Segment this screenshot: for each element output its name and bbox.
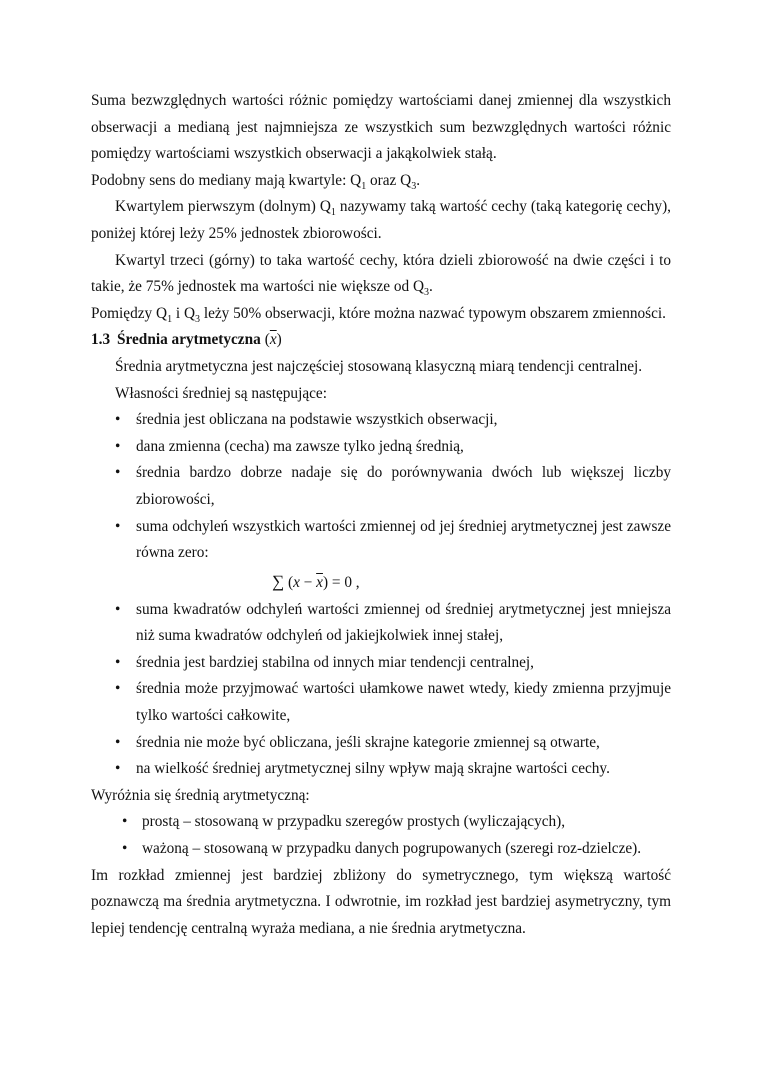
section-symbol xyxy=(265,331,282,348)
subscript: 1 xyxy=(330,207,336,219)
minus-sign: − xyxy=(299,573,317,591)
list-item xyxy=(91,809,671,836)
text: . xyxy=(429,278,433,296)
list-item xyxy=(91,460,671,513)
subscript: 3 xyxy=(195,313,201,325)
paragraph-types-intro: Wyróżnia się średnią arytmetyczną: xyxy=(91,786,310,804)
section-heading xyxy=(91,327,671,354)
subscript: 1 xyxy=(167,313,173,325)
list-item-text: suma odchyleń wszystkich wartości zmiennej od jej średniej arytmetycznej jest zawsze równa zero: xyxy=(136,517,671,562)
list-item xyxy=(91,597,671,650)
x-bar-symbol: $\overline{x}$ xyxy=(316,573,323,591)
bullet-icon: • xyxy=(115,437,121,455)
section-title: Średnia arytmetyczna xyxy=(117,331,261,349)
list-item-text: średnia jest obliczana na podstawie wszystkich obserwacji, xyxy=(136,411,498,429)
list-item xyxy=(91,650,671,677)
list-item-text: suma kwadratów odchyleń wartości zmiennej od średniej arytmetycznej jest mniejsza niż suma kwadratów odchyleń od jakiejkolwiek innej stałej, xyxy=(136,600,671,645)
text: . xyxy=(416,171,421,189)
list-item xyxy=(91,730,671,757)
list-item-text: ważoną – stosowaną w przypadku danych pogrupowanych (szeregi roz-dzielcze). xyxy=(142,840,642,858)
text: oraz Q xyxy=(366,171,412,189)
bullet-icon: • xyxy=(115,653,121,671)
paren: ( xyxy=(264,331,270,349)
bullet-icon: • xyxy=(115,464,121,482)
bullet-icon: • xyxy=(122,813,128,831)
mean-types-list xyxy=(91,809,671,862)
section-number: 1.3 xyxy=(91,331,111,349)
bullet-icon: • xyxy=(115,600,121,618)
text: Kwartyl trzeci (górny) to taka wartość cechy, która dzieli zbiorowość na dwie części i to takie, że 75% jednostek ma wartości nie większe od Q xyxy=(91,251,671,296)
text: Kwartylem pierwszym (dolnym) Q xyxy=(115,198,331,216)
x-symbol: x xyxy=(293,573,300,591)
sum-symbol: ∑ xyxy=(272,571,285,591)
subscript: 3 xyxy=(424,287,430,299)
bullet-icon: • xyxy=(115,517,121,535)
page-content xyxy=(91,88,671,942)
subscript: 1 xyxy=(361,180,367,192)
paragraph-quartiles-intro xyxy=(91,168,671,195)
paragraph-third-quartile xyxy=(91,248,671,301)
x-bar-symbol: x xyxy=(269,331,277,349)
list-item xyxy=(91,514,671,597)
paragraph-properties-intro: Własności średniej są następujące: xyxy=(115,384,327,402)
text: Podobny sens do mediany mają kwartyle: Q xyxy=(91,171,362,189)
paragraph-median-property: Suma bezwzględnych wartości różnic pomiędzy wartościami danej zmiennej dla wszystkich obserwacji a medianą jest najmniejsza ze wszystkich sum bezwzględnych wartości różnic pomiędzy wartościami wszystkich obserwacji a jakąkolwiek stałą. xyxy=(91,92,671,163)
properties-list xyxy=(91,407,671,783)
text: leży 50% obserwacji, które można nazwać typowym obszarem zmienności. xyxy=(200,304,666,322)
list-item-text: średnia może przyjmować wartości ułamkowe nawet wtedy, kiedy zmienna przyjmuje tylko wartości całkowite, xyxy=(136,680,671,725)
paragraph-first-quartile xyxy=(91,194,671,247)
list-item xyxy=(91,676,671,729)
bullet-icon: • xyxy=(115,760,121,778)
paragraph-closing: Im rozkład zmiennej jest bardziej zbliżony do symetrycznego, tym większą wartość poznawczą ma średnia arytmetyczna. I odwrotnie, im rozkład jest bardziej asymetryczny, tym lepiej tendencję centralną wyraża mediana, a nie średnia arytmetyczna. xyxy=(91,866,671,937)
bullet-icon: • xyxy=(115,733,121,751)
paragraph-mean-definition: Średnia arytmetyczna jest najczęściej stosowaną klasyczną miarą tendencji centralnej. xyxy=(115,357,643,375)
bullet-icon: • xyxy=(122,840,128,858)
list-item xyxy=(91,756,671,783)
paren: ) xyxy=(276,331,282,349)
paragraph-interquartile xyxy=(91,301,671,328)
list-item-text: średnia jest bardziej stabilna od innych miar tendencji centralnej, xyxy=(136,653,534,671)
sum-deviation-formula xyxy=(136,567,671,597)
list-item-text: prostą – stosowaną w przypadku szeregów prostych (wyliczających), xyxy=(142,813,566,831)
list-item-text: dana zmienna (cecha) ma zawsze tylko jedną średnią, xyxy=(136,437,464,455)
text: Pomiędzy Q xyxy=(91,304,168,322)
subscript: 3 xyxy=(411,180,417,192)
bullet-icon: • xyxy=(115,680,121,698)
text: i Q xyxy=(172,304,196,322)
bullet-icon: • xyxy=(115,411,121,429)
equals-zero: = 0 , xyxy=(328,573,360,591)
list-item xyxy=(91,836,671,863)
list-item-text: średnia bardzo dobrze nadaje się do porównywania dwóch lub większej liczby zbiorowości, xyxy=(136,464,671,508)
text: nazywamy taką wartość cechy (taką kategorię cechy), poniżej której leży 25% jednostek zbiorowości. xyxy=(91,198,671,242)
list-item-text: na wielkość średniej arytmetycznej silny wpływ mają skrajne wartości cechy. xyxy=(136,760,610,778)
paren: ) xyxy=(322,573,329,591)
paren: ( xyxy=(287,573,294,591)
list-item xyxy=(91,407,671,434)
list-item xyxy=(91,434,671,461)
list-item-text: średnia nie może być obliczana, jeśli skrajne kategorie zmiennej są otwarte, xyxy=(136,733,600,751)
